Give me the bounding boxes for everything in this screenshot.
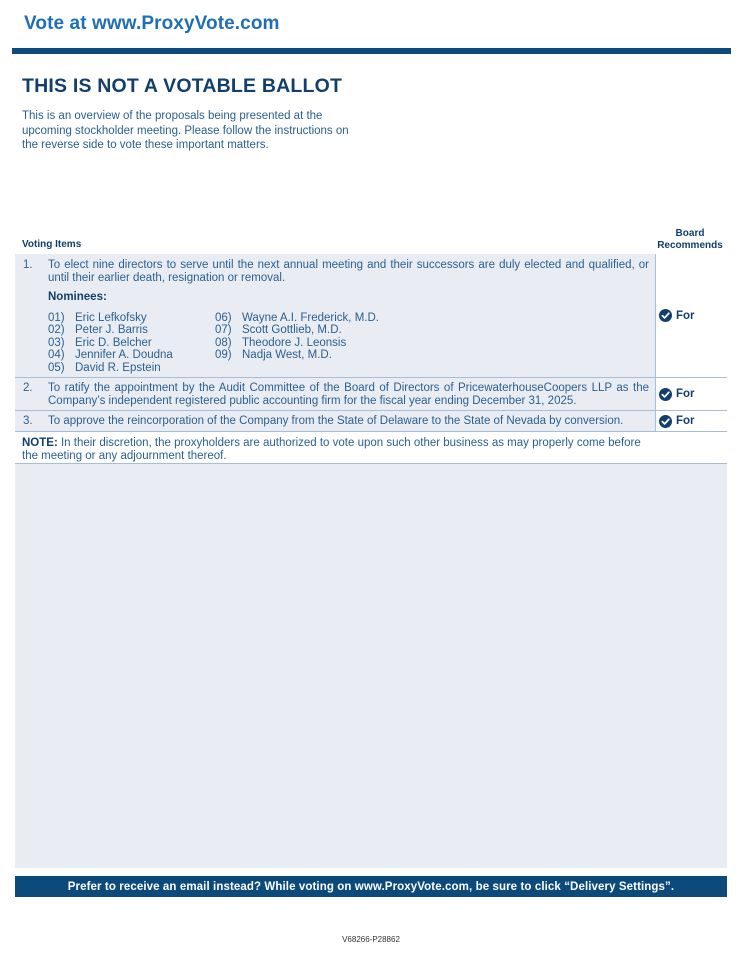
proposal-1-number: 1. [23,259,33,271]
nominees-label: Nominees: [48,291,107,303]
proposal-1-text-cell [15,254,655,377]
check-circle-icon [659,415,672,428]
proposal-2-number: 2. [23,382,33,394]
proposal-1-recommendation-cell [655,254,727,377]
delivery-settings-banner: Prefer to receive an email instead? While voting on www.ProxyVote.com, be sure to click “Delivery Settings”. [15,876,727,897]
note-body: In their discretion, the proxyholders are authorized to vote upon such other business as may properly come before the meeting or any adjournment thereof. [22,437,641,462]
proposal-3-description: To approve the reincorporation of the Company from the State of Delaware to the State of Nevada by conversion. [48,415,624,427]
proposal-3-number: 3. [23,415,33,427]
board-header-line1: Board [675,228,705,239]
proposal-2-description: To ratify the appointment by the Audit Committee of the Board of Directors of PricewaterhouseCoopers LLP as the Company’s independent registered public accounting firm for the fiscal year ending December 31, 2025. [48,382,649,407]
intro-text: This is an overview of the proposals being presented at the upcoming stockholder meeting. Please follow the instructions on the reverse side to vote these important matters. [22,110,349,151]
nominee-item: 09) Nadja West, M.D. [215,349,332,362]
note-row [15,432,727,464]
proposal-3-text-cell [15,411,655,431]
note-label: NOTE: [22,437,58,449]
proposal-2-text-cell [15,378,655,410]
page-title: THIS IS NOT A VOTABLE BALLOT [22,75,343,97]
nominee-item: 01) Eric Lefkofsky [48,312,147,324]
proposal-row-3 [15,411,727,432]
nominee-item: 04) Jennifer A. Doudna [48,349,173,362]
board-recommends-header [652,228,728,251]
document-code: V68266-P28862 [342,935,400,944]
voting-items-header: Voting Items [22,239,82,250]
nominees-list-left [48,312,173,374]
board-header-line2: Recommends [657,239,723,251]
recommendation-label: For [676,388,695,400]
nominee-item: 05) David R. Epstein [48,361,161,374]
proposal-2-recommendation [659,388,695,401]
nominee-item: 02) Peter J. Barris [48,324,148,337]
note-text [22,437,650,462]
site-header[interactable]: Vote at www.ProxyVote.com [24,13,280,34]
check-circle-icon [659,309,672,322]
nominee-item: 07) Scott Gottlieb, M.D. [215,324,342,337]
proposal-3-recommendation [659,415,695,428]
nominee-item: 06) Wayne A.I. Frederick, M.D. [215,312,379,324]
nominees-list-right [215,312,379,362]
proposal-2-recommendation-cell [655,378,727,410]
nominee-item: 08) Theodore J. Leonsis [215,336,347,349]
check-circle-icon [659,388,672,401]
proposal-row-1 [15,254,727,378]
proposal-3-recommendation-cell [655,411,727,431]
proposal-1-description: To elect nine directors to serve until the next annual meeting and their successors are duly elected and qualified, or until their earlier death, resignation or removal. [48,259,649,284]
nominee-item: 03) Eric D. Belcher [48,336,152,349]
proposal-1-recommendation [659,309,695,322]
recommendation-label: For [676,309,695,322]
proposal-row-2 [15,378,727,411]
header-rule [12,48,731,54]
recommendation-label: For [676,415,695,427]
